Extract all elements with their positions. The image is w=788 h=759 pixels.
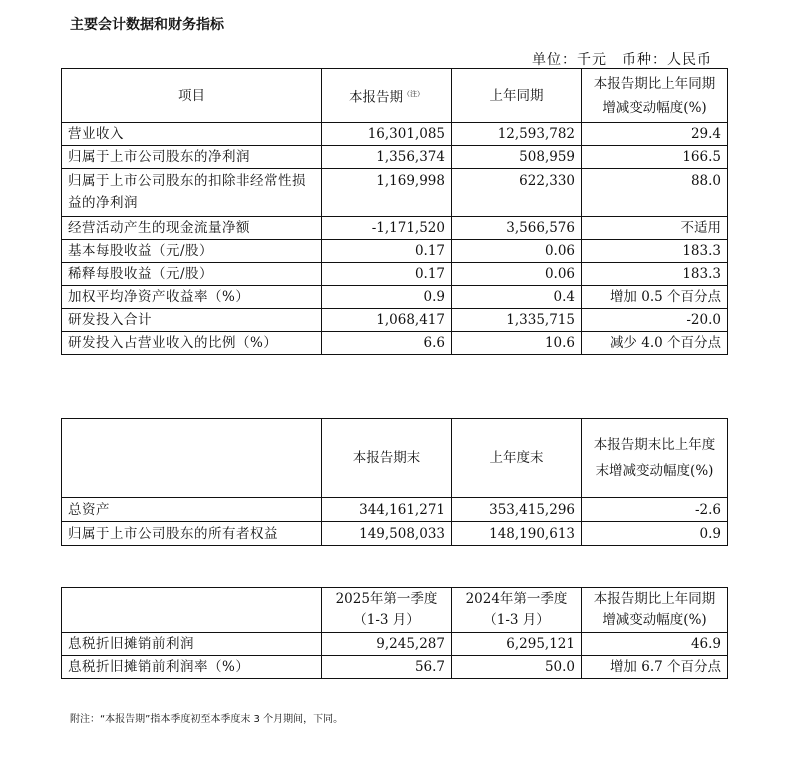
cell-current: -1,171,520 bbox=[322, 217, 452, 240]
cell-current: 149,508,033 bbox=[322, 522, 452, 546]
key-financial-data-table bbox=[61, 68, 728, 355]
header-blank bbox=[62, 588, 322, 633]
cell-current: 1,356,374 bbox=[322, 146, 452, 169]
cell-prior: 1,335,715 bbox=[452, 309, 582, 332]
header-item: 项目 bbox=[62, 69, 322, 123]
ebitda-table bbox=[61, 587, 728, 679]
cell-prior: 0.4 bbox=[452, 286, 582, 309]
cell-current: 1,169,998 bbox=[322, 169, 452, 217]
row-label: 息税折旧摊销前利润率（%） bbox=[62, 656, 322, 679]
row-label: 息税折旧摊销前利润 bbox=[62, 633, 322, 656]
header-prior-year-end: 上年度末 bbox=[452, 419, 582, 498]
row-label: 加权平均净资产收益率（%） bbox=[62, 286, 322, 309]
table-row bbox=[62, 522, 728, 546]
table-row bbox=[62, 217, 728, 240]
cell-prior: 508,959 bbox=[452, 146, 582, 169]
cell-current: 0.17 bbox=[322, 263, 452, 286]
row-label: 基本每股收益（元/股） bbox=[62, 240, 322, 263]
header-note-mark: （注） bbox=[403, 89, 424, 98]
cell-change: -2.6 bbox=[582, 498, 728, 522]
row-label: 总资产 bbox=[62, 498, 322, 522]
header-current-period-label: 本报告期 bbox=[349, 89, 403, 106]
row-label: 经营活动产生的现金流量净额 bbox=[62, 217, 322, 240]
table-row bbox=[62, 498, 728, 522]
row-label: 归属于上市公司股东的扣除非经常性损益的净利润 bbox=[62, 169, 322, 217]
cell-current: 0.17 bbox=[322, 240, 452, 263]
balance-sheet-table bbox=[61, 418, 728, 546]
table-row bbox=[62, 146, 728, 169]
cell-change: 0.9 bbox=[582, 522, 728, 546]
header-current-period bbox=[322, 69, 452, 123]
cell-prior: 6,295,121 bbox=[452, 633, 582, 656]
cell-current: 56.7 bbox=[322, 656, 452, 679]
table-header-row bbox=[62, 419, 728, 498]
row-label: 研发投入合计 bbox=[62, 309, 322, 332]
table-row bbox=[62, 309, 728, 332]
header-2024-q1: 2024年第一季度（1-3 月） bbox=[452, 588, 582, 633]
table-row bbox=[62, 169, 728, 217]
header-change-rate: 本报告期比上年同期增减变动幅度(%) bbox=[582, 69, 728, 123]
header-2025-q1: 2025年第一季度（1-3 月） bbox=[322, 588, 452, 633]
cell-prior: 10.6 bbox=[452, 332, 582, 355]
cell-change: 增加 0.5 个百分点 bbox=[582, 286, 728, 309]
header-prior-period: 上年同期 bbox=[452, 69, 582, 123]
row-label: 营业收入 bbox=[62, 123, 322, 146]
cell-change: 不适用 bbox=[582, 217, 728, 240]
table-header-row bbox=[62, 588, 728, 633]
cell-current: 9,245,287 bbox=[322, 633, 452, 656]
cell-change: 增加 6.7 个百分点 bbox=[582, 656, 728, 679]
table-row bbox=[62, 633, 728, 656]
cell-current: 6.6 bbox=[322, 332, 452, 355]
table-row bbox=[62, 240, 728, 263]
cell-change: 29.4 bbox=[582, 123, 728, 146]
table-header-row bbox=[62, 69, 728, 123]
cell-prior: 353,415,296 bbox=[452, 498, 582, 522]
row-label: 稀释每股收益（元/股） bbox=[62, 263, 322, 286]
cell-prior: 3,566,576 bbox=[452, 217, 582, 240]
table-row bbox=[62, 656, 728, 679]
header-blank bbox=[62, 419, 322, 498]
cell-change: 166.5 bbox=[582, 146, 728, 169]
row-label: 归属于上市公司股东的净利润 bbox=[62, 146, 322, 169]
cell-change: 88.0 bbox=[582, 169, 728, 217]
cell-prior: 0.06 bbox=[452, 263, 582, 286]
cell-prior: 0.06 bbox=[452, 240, 582, 263]
cell-change: 46.9 bbox=[582, 633, 728, 656]
table-row bbox=[62, 263, 728, 286]
unit-currency-line: 单位：千元 币种：人民币 bbox=[532, 52, 712, 68]
cell-current: 1,068,417 bbox=[322, 309, 452, 332]
cell-change: 183.3 bbox=[582, 263, 728, 286]
row-label: 归属于上市公司股东的所有者权益 bbox=[62, 522, 322, 546]
cell-change: -20.0 bbox=[582, 309, 728, 332]
header-change-rate: 本报告期末比上年度末增减变动幅度(%) bbox=[582, 419, 728, 498]
table-row bbox=[62, 123, 728, 146]
cell-current: 0.9 bbox=[322, 286, 452, 309]
cell-change: 减少 4.0 个百分点 bbox=[582, 332, 728, 355]
table-row bbox=[62, 332, 728, 355]
cell-prior: 12,593,782 bbox=[452, 123, 582, 146]
footnote: 附注：“本报告期”指本季度初至本季度末 3 个月期间，下同。 bbox=[70, 714, 344, 725]
row-label: 研发投入占营业收入的比例（%） bbox=[62, 332, 322, 355]
cell-current: 16,301,085 bbox=[322, 123, 452, 146]
cell-prior: 50.0 bbox=[452, 656, 582, 679]
page-title: 主要会计数据和财务指标 bbox=[70, 17, 224, 33]
cell-change: 183.3 bbox=[582, 240, 728, 263]
cell-prior: 148,190,613 bbox=[452, 522, 582, 546]
cell-prior: 622,330 bbox=[452, 169, 582, 217]
header-change-rate: 本报告期比上年同期增减变动幅度(%) bbox=[582, 588, 728, 633]
table-row bbox=[62, 286, 728, 309]
header-current-period-end: 本报告期末 bbox=[322, 419, 452, 498]
cell-current: 344,161,271 bbox=[322, 498, 452, 522]
